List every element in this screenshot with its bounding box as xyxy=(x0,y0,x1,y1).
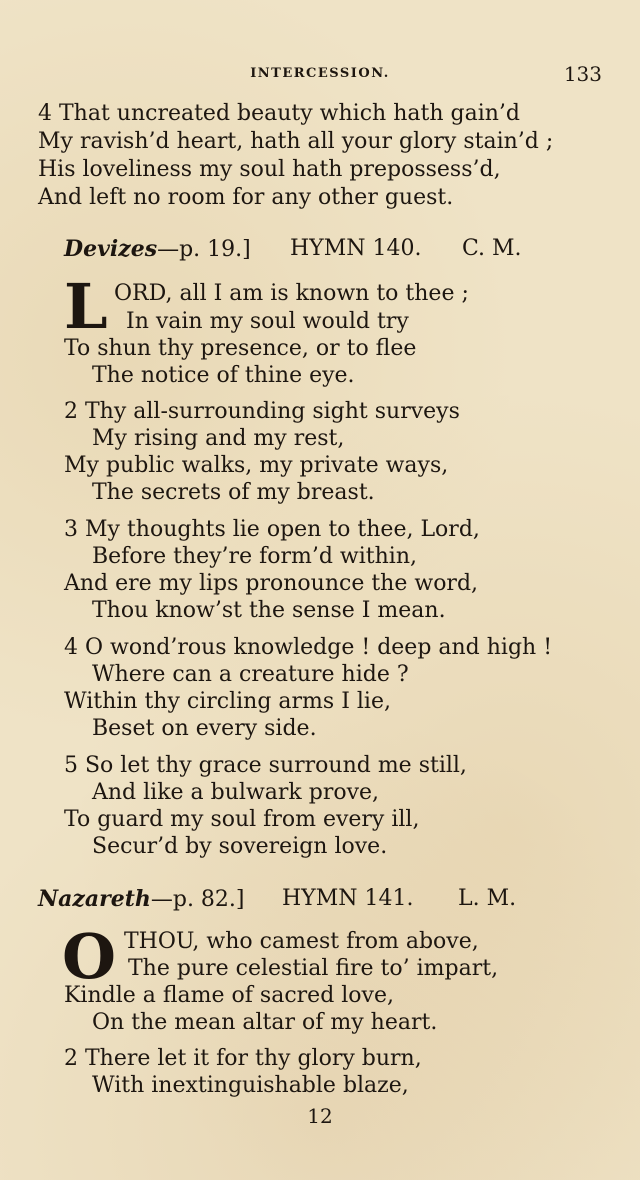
verse-line: 4 O wond’rous knowledge ! deep and high ! xyxy=(64,635,553,660)
verse-line: Thou know’st the sense I mean. xyxy=(92,598,446,623)
dropcap: O xyxy=(62,920,117,993)
verse-line: Where can a creature hide ? xyxy=(92,662,409,687)
tune-name: Nazareth xyxy=(38,886,151,912)
verse-line: Beset on every side. xyxy=(92,716,317,741)
hymn140-heading xyxy=(64,236,251,262)
verse-line: And like a bulwark prove, xyxy=(92,780,380,805)
verse-line: With inextinguishable blaze, xyxy=(92,1073,409,1098)
hymn140-label: HYMN 140. xyxy=(290,236,422,261)
verse-line: To guard my soul from every ill, xyxy=(64,807,420,832)
verse-line: And ere my lips pronounce the word, xyxy=(64,571,479,596)
verse-line: Within thy circling arms I lie, xyxy=(64,689,391,714)
dropcap: L xyxy=(64,270,108,343)
verse-line: Secur’d by sovereign love. xyxy=(92,834,388,859)
verse-line: On the mean altar of my heart. xyxy=(92,1010,438,1035)
verse-line: 2 There let it for thy glory burn, xyxy=(64,1046,422,1071)
verse-line: Kindle a flame of sacred love, xyxy=(64,983,394,1008)
verse-line: THOU, who camest from above, xyxy=(124,929,479,954)
hymn141-label: HYMN 141. xyxy=(282,886,414,911)
prev-verse-line: My ravish’d heart, hath all your glory stain’d ; xyxy=(38,129,554,154)
verse-line: The pure celestial fire to’ impart, xyxy=(128,956,499,981)
tune-reference: —p. 19.] xyxy=(157,237,251,262)
hymn141-heading xyxy=(38,886,245,912)
hymn140-meter: C. M. xyxy=(462,236,522,261)
verse-line: 2 Thy all-surrounding sight surveys xyxy=(64,399,460,424)
tune-name: Devizes xyxy=(64,236,158,262)
verse-line: ORD, all I am is known to thee ; xyxy=(114,281,469,306)
verse-line: The secrets of my breast. xyxy=(92,480,375,505)
verse-line: 3 My thoughts lie open to thee, Lord, xyxy=(64,517,480,542)
prev-verse-line: His loveliness my soul hath prepossess’d, xyxy=(38,157,501,182)
verse-line: My rising and my rest, xyxy=(92,426,345,451)
verse-line: In vain my soul would try xyxy=(126,309,409,334)
verse-line: 5 So let thy grace surround me still, xyxy=(64,753,467,778)
verse-line: To shun thy presence, or to flee xyxy=(64,336,417,361)
verse-line: The notice of thine eye. xyxy=(92,363,355,388)
page-number: 133 xyxy=(563,62,602,86)
verse-line: Before they’re form’d within, xyxy=(92,544,417,569)
running-title: INTERCESSION. xyxy=(250,66,390,81)
tune-reference: —p. 82.] xyxy=(150,887,245,912)
prev-verse-line: 4 That uncreated beauty which hath gain’d xyxy=(38,101,520,126)
verse-line: My public walks, my private ways, xyxy=(64,453,449,478)
signature-mark: 12 xyxy=(307,1104,333,1128)
prev-verse-line: And left no room for any other guest. xyxy=(38,185,454,210)
hymn141-meter: L. M. xyxy=(458,886,517,911)
